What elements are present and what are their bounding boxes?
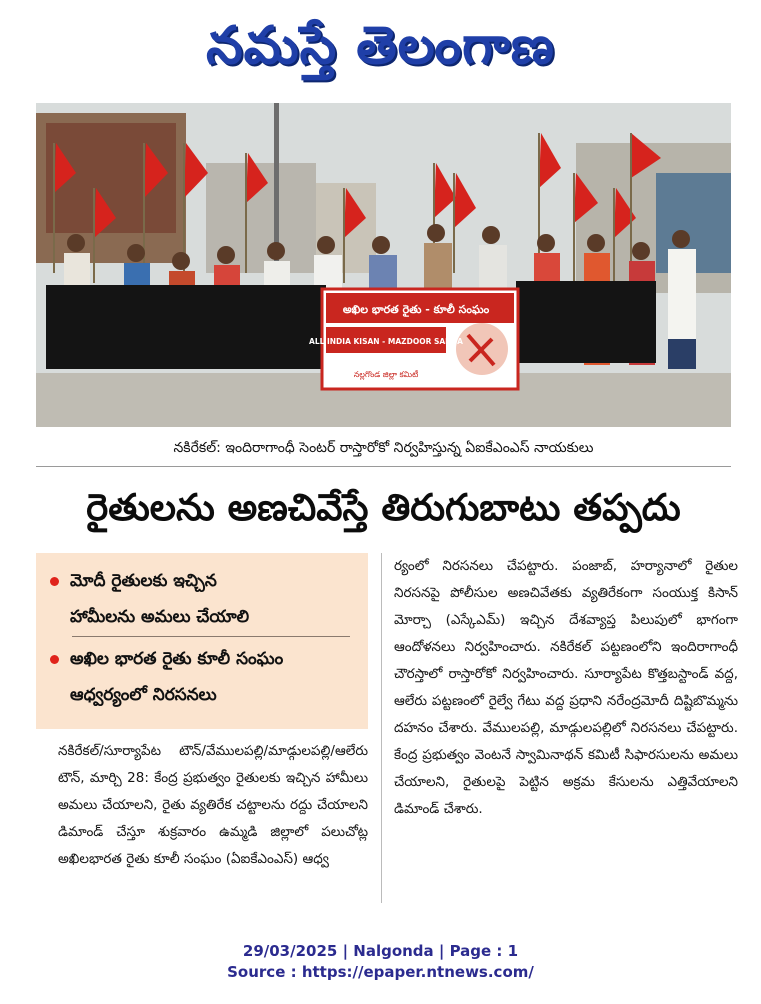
- highlight-line: అఖిల భారత రైతు కూలీ సంఘం: [70, 649, 284, 669]
- red-bullet-icon: [50, 655, 59, 664]
- highlight-line: హామీలను అమలు చేయాలి: [70, 607, 250, 627]
- red-bullet-icon: [50, 577, 59, 586]
- banner-english-title: ALL INDIA KISAN - MAZDOOR SABHA: [309, 337, 463, 346]
- banner-telugu-title: అఖిల భారత రైతు - కూలీ సంఘం: [342, 303, 490, 316]
- banner-committee: నల్లగొండ జిల్లా కమిటీ: [353, 370, 419, 379]
- highlight-item: [54, 563, 360, 635]
- photo-caption: నకిరేకల్: ఇందిరాగాంధీ సెంటర్ రాస్తారోకో నిర్వహిస్తున్న ఏఐకేఎంఎస్ నాయకులు: [36, 430, 731, 467]
- newspaper-masthead: నమస్తే తెలంగాణ: [206, 16, 555, 76]
- protest-banner: [309, 289, 518, 389]
- highlight-line: ఆధ్వర్యంలో నిరసనలు: [70, 685, 217, 705]
- protest-photo-illustration: [36, 103, 731, 427]
- source-link[interactable]: https://epaper.ntnews.com/: [301, 963, 534, 981]
- highlight-item: [54, 641, 360, 713]
- article-body-left: నకిరేకల్/సూర్యాపేట టౌన్/వేములపల్లి/మాడ్గులపల్లి/ఆలేరు టౌన్, మార్చి 28: కేంద్ర ప్రభుత్వం రైతులకు ఇచ్చిన హామీలు అమలు చేయాలని, రైతు వ్యతిరేక చట్టాలను రద్దు చేయాలని డిమాండ్ చేస్తూ శుక్రవారం ఉమ్మడి జిల్లాలో పలుచోట్ల అఖిలభారత రైతు కూలీ సంఘం (ఏఐకేఎంఎస్) ఆధ్వ: [58, 743, 368, 867]
- black-cloth-right: [516, 281, 656, 363]
- black-cloth-left: [46, 285, 326, 369]
- column-divider: [381, 553, 382, 903]
- highlight-line: మోదీ రైతులకు ఇచ్చిన: [70, 571, 217, 591]
- news-photo: [36, 103, 731, 427]
- source-label: Source :: [227, 963, 302, 981]
- source-line: [0, 963, 761, 981]
- highlight-divider: [72, 636, 350, 637]
- edition-info: 29/03/2025 | Nalgonda | Page : 1: [242, 942, 519, 960]
- article-headline: రైతులను అణచివేస్తే తిరుగుబాటు తప్పదు: [86, 486, 681, 529]
- article-body-right: ర్యంలో నిరసనలు చేపట్టారు. పంజాబ్, హర్యానాలో రైతుల నిరసనపై పోలీసుల అణచివేతకు వ్యతిరేకంగా సంయుక్త కిసాన్ మోర్చా (ఎస్కేఎమ్) ఇచ్చిన దేశవ్యాప్త పిలుపులో భాగంగా ఆందోళనలు నిర్వహించారు. నకిరేకల్ పట్టణంలోని ఇందిరాగాంధీ చౌరస్తాలో రాస్తారోకో నిర్వహించారు. సూర్యాపేట కొత్తబస్టాండ్ వద్ద, ఆలేరు పట్టణంలో రైల్వే గేటు వద్ద ప్రధాని నరేంద్రమోదీ దిష్టిబొమ్మను దహనం చేశారు. వేములపల్లి, మాడ్గులపల్లిలో నిరసనలు చేపట్టారు. కేంద్ర ప్రభుత్వం వెంటనే స్వామినాథన్ కమిటీ సిఫారసులను అమలు చేయాలని, రైతులపై పెట్టిన అక్రమ కేసులను ఎత్తివేయాలని డిమాండ్ చేశారు.: [394, 558, 738, 817]
- highlights-box: [36, 553, 368, 729]
